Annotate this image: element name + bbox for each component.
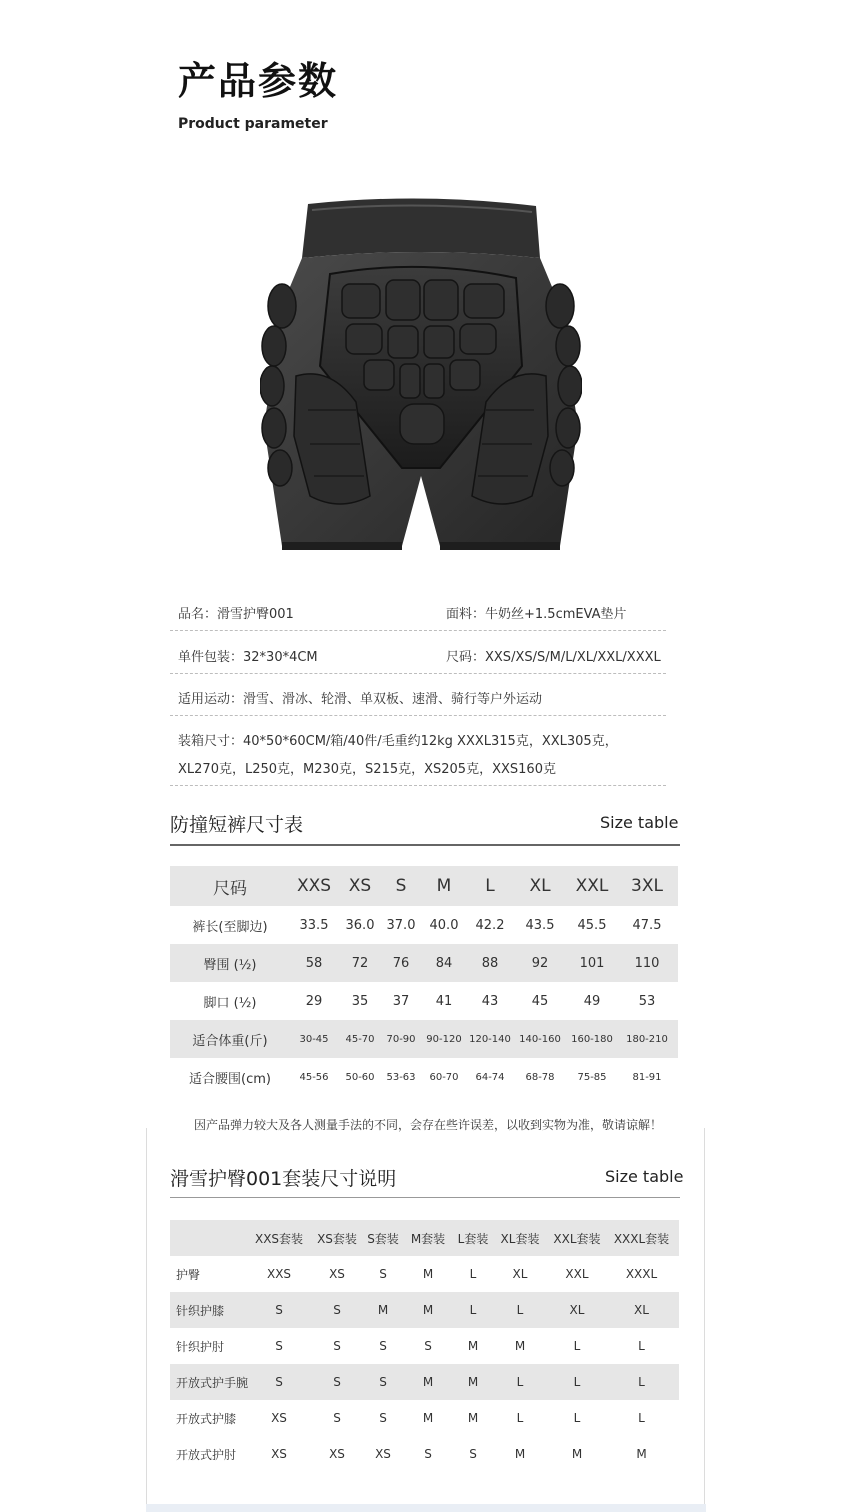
- table-row: [170, 1256, 679, 1292]
- row-label: 针织护肘: [176, 1339, 225, 1354]
- table-cell: M: [366, 1292, 400, 1328]
- table-row: [170, 1020, 678, 1058]
- table-cell: L: [573, 1339, 581, 1353]
- table-cell: 47.5: [632, 917, 662, 933]
- table-cell: 180-210: [616, 1020, 678, 1058]
- table-cell: 45.5: [577, 917, 607, 933]
- header-cell: 3XL: [616, 866, 678, 906]
- table-cell: 53-63: [386, 1071, 416, 1083]
- header-cell: XL: [512, 866, 568, 906]
- set-table-title-en: Size table: [605, 1167, 684, 1186]
- table-cell: 43.5: [525, 917, 555, 933]
- table-cell: 88: [468, 944, 512, 982]
- divider: [170, 785, 666, 786]
- row-label: 开放式护膝: [176, 1411, 237, 1426]
- header-cell: M: [420, 866, 468, 906]
- table-cell: L: [490, 1364, 550, 1400]
- table-cell: 75-85: [577, 1071, 607, 1083]
- spec-sports: 适用运动：滑雪、滑冰、轮滑、单双板、速滑、骑行等户外运动: [178, 692, 543, 707]
- padded-protective-shorts-icon: [260, 196, 582, 576]
- table-cell: XL: [550, 1292, 604, 1328]
- table-cell: S: [379, 1339, 387, 1353]
- table-cell: S: [424, 1447, 432, 1461]
- table-cell: L: [490, 1292, 550, 1328]
- table-cell: S: [424, 1339, 432, 1353]
- table-cell: M: [422, 1267, 434, 1281]
- table-cell: L: [550, 1364, 604, 1400]
- table-cell: XS: [271, 1447, 287, 1461]
- table-cell: XS: [375, 1447, 391, 1461]
- page-title: 产品参数: [178, 59, 339, 103]
- table-cell: M: [514, 1339, 526, 1353]
- size-table: [170, 866, 678, 1096]
- table-cell: L: [573, 1411, 581, 1425]
- table-cell: L: [516, 1411, 524, 1425]
- table-cell: XL: [604, 1292, 679, 1328]
- table-cell: 160-180: [568, 1020, 616, 1058]
- size-note: 因产品弹力较大及各人测量手法的不同，会存在些许误差，以收到实物为准，敬请谅解！: [194, 1118, 663, 1132]
- table-cell: XS: [329, 1447, 345, 1461]
- header-cell: [170, 1220, 250, 1256]
- header-cell: XXL套装: [550, 1220, 604, 1256]
- table-header-row: [170, 866, 678, 906]
- table-cell: 29: [305, 993, 323, 1009]
- table-cell: L: [638, 1339, 645, 1353]
- header-cell: XXXL套装: [604, 1220, 679, 1256]
- table-cell: XXXL: [625, 1267, 658, 1281]
- table-row: [170, 982, 678, 1020]
- table-cell: 68-78: [525, 1071, 555, 1083]
- header-cell: XXL: [568, 866, 616, 906]
- table-cell: 30-45: [290, 1020, 338, 1058]
- table-cell: S: [379, 1411, 387, 1425]
- table-cell: M: [456, 1364, 490, 1400]
- table-cell: L: [469, 1267, 477, 1281]
- divider: [170, 673, 666, 674]
- spec-package: 单件包装：32*30*4CM: [178, 650, 318, 665]
- table-cell: 37: [392, 993, 410, 1009]
- table-cell: 45: [531, 993, 549, 1009]
- table-cell: 33.5: [299, 917, 329, 933]
- table-cell: 53: [638, 993, 656, 1009]
- table-row: [170, 1400, 679, 1436]
- table-cell: 50-60: [345, 1071, 375, 1083]
- row-label: 适合体重(斤): [170, 1020, 290, 1058]
- table-cell: 110: [616, 944, 678, 982]
- panel-border: [704, 1128, 705, 1512]
- size-table-title: 防撞短裤尺寸表: [170, 814, 304, 836]
- table-cell: XS: [271, 1411, 287, 1425]
- table-cell: 140-160: [512, 1020, 568, 1058]
- table-cell: M: [467, 1411, 479, 1425]
- size-table-title-en: Size table: [600, 813, 679, 832]
- row-label: 开放式护肘: [176, 1447, 237, 1462]
- table-cell: XXL: [565, 1267, 589, 1281]
- table-cell: 43: [481, 993, 499, 1009]
- table-cell: 84: [420, 944, 468, 982]
- table-cell: L: [638, 1411, 645, 1425]
- header-cell: XS: [338, 866, 382, 906]
- table-cell: S: [469, 1447, 477, 1461]
- table-cell: 92: [512, 944, 568, 982]
- spec-carton-line1: 装箱尺寸：40*50*60CM/箱/40件/毛重约12kg XXXL315克，XXL305克，: [178, 734, 618, 749]
- table-cell: XS: [329, 1267, 345, 1281]
- spec-name: 品名：滑雪护臀001: [178, 607, 294, 622]
- header-cell: M套装: [400, 1220, 456, 1256]
- table-cell: XXS: [266, 1267, 292, 1281]
- table-cell: 42.2: [475, 917, 505, 933]
- header-cell: S套装: [366, 1220, 400, 1256]
- header-cell: XXS: [290, 866, 338, 906]
- row-label: 臀围 (½): [170, 944, 290, 982]
- table-cell: S: [379, 1267, 387, 1281]
- table-cell: 120-140: [468, 1020, 512, 1058]
- header-cell: XS套装: [308, 1220, 366, 1256]
- row-label: 适合腰围(cm): [189, 1071, 271, 1087]
- section-divider: [170, 1197, 680, 1198]
- table-cell: 58: [290, 944, 338, 982]
- table-row: [170, 1436, 679, 1472]
- table-cell: 101: [568, 944, 616, 982]
- bottom-bar: [146, 1504, 706, 1512]
- row-label: 开放式护手腕: [170, 1364, 250, 1400]
- table-cell: 40.0: [429, 917, 459, 933]
- table-cell: S: [308, 1364, 366, 1400]
- table-cell: 41: [435, 993, 453, 1009]
- divider: [170, 630, 666, 631]
- table-row: [170, 906, 678, 944]
- row-label: 裤长(至脚边): [192, 919, 268, 935]
- table-cell: S: [333, 1411, 341, 1425]
- table-cell: 76: [382, 944, 420, 982]
- row-label: 针织护膝: [170, 1292, 250, 1328]
- table-header-row: [170, 1220, 679, 1256]
- table-cell: 90-120: [420, 1020, 468, 1058]
- header-cell: XXS套装: [250, 1220, 308, 1256]
- table-cell: S: [366, 1364, 400, 1400]
- header-cell: XL套装: [490, 1220, 550, 1256]
- table-row: [170, 1292, 679, 1328]
- section-divider: [170, 844, 680, 846]
- table-cell: 49: [583, 993, 601, 1009]
- table-cell: S: [250, 1364, 308, 1400]
- table-row: [170, 1058, 678, 1096]
- set-table-title: 滑雪护臀001套装尺寸说明: [170, 1168, 397, 1190]
- table-row: [170, 1328, 679, 1364]
- table-cell: M: [571, 1447, 583, 1461]
- row-label: 护臀: [176, 1267, 201, 1282]
- table-cell: 72: [338, 944, 382, 982]
- header-cell: L: [468, 866, 512, 906]
- header-cell: 尺码: [170, 866, 290, 906]
- divider: [170, 715, 666, 716]
- table-cell: L: [456, 1292, 490, 1328]
- table-cell: S: [250, 1292, 308, 1328]
- spec-sizes: 尺码：XXS/XS/S/M/L/XL/XXL/XXXL: [446, 650, 661, 665]
- table-cell: 81-91: [632, 1071, 662, 1083]
- row-label: 脚口 (½): [203, 995, 257, 1011]
- table-cell: 64-74: [475, 1071, 505, 1083]
- table-cell: 36.0: [345, 917, 375, 933]
- panel-border: [146, 1128, 147, 1512]
- table-cell: S: [308, 1292, 366, 1328]
- table-cell: S: [333, 1339, 341, 1353]
- set-size-table: [170, 1220, 679, 1472]
- table-cell: M: [400, 1364, 456, 1400]
- table-cell: XL: [512, 1267, 528, 1281]
- header-cell: S: [382, 866, 420, 906]
- table-cell: 60-70: [429, 1071, 459, 1083]
- table-row: [170, 944, 678, 982]
- table-cell: M: [422, 1411, 434, 1425]
- table-cell: M: [467, 1339, 479, 1353]
- spec-carton-line2: XL270克，L250克，M230克，S215克，XS205克，XXS160克: [178, 762, 556, 777]
- table-cell: 35: [351, 993, 369, 1009]
- table-row: [170, 1364, 679, 1400]
- table-cell: L: [604, 1364, 679, 1400]
- table-cell: M: [514, 1447, 526, 1461]
- table-cell: 70-90: [382, 1020, 420, 1058]
- table-cell: M: [636, 1447, 647, 1461]
- table-cell: M: [400, 1292, 456, 1328]
- page-subtitle: Product parameter: [178, 116, 328, 132]
- table-cell: 37.0: [386, 917, 416, 933]
- header-cell: L套装: [456, 1220, 490, 1256]
- spec-fabric: 面料：牛奶丝+1.5cmEVA垫片: [446, 607, 627, 622]
- table-cell: S: [275, 1339, 283, 1353]
- table-cell: 45-56: [299, 1071, 329, 1083]
- table-cell: 45-70: [338, 1020, 382, 1058]
